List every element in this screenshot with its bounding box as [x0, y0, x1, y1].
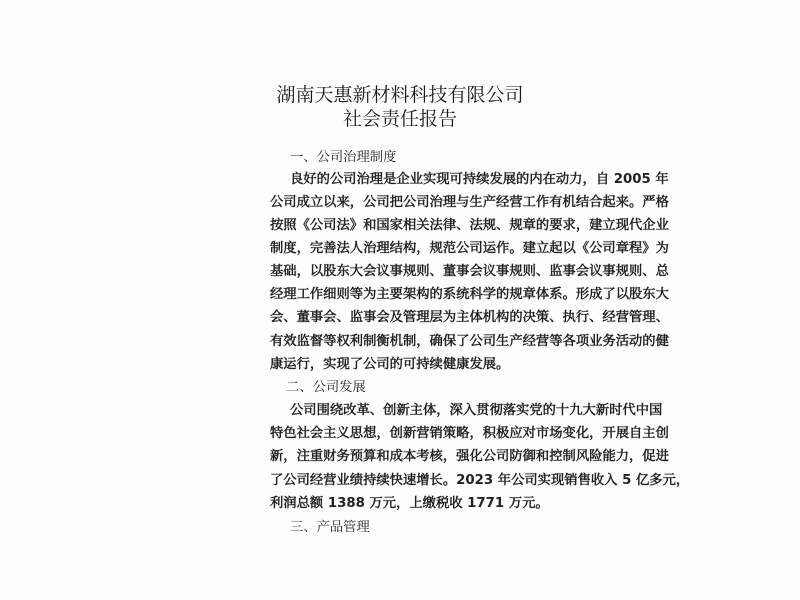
paragraph-line: 新，注重财务预算和成本考核，强化公司防御和控制风险能力，促进 — [270, 449, 669, 464]
paragraph-line: 公司围绕改革、创新主体，深入贯彻落实党的十九大新时代中国 — [290, 403, 663, 418]
paragraph-line: 利润总额 1388 万元，上缴税收 1771 万元。 — [270, 496, 549, 511]
report-title: 社会责任报告 — [342, 108, 457, 130]
section-heading: 一、公司治理制度 — [290, 150, 397, 165]
paragraph-line: 会、董事会、监事会及管理层为主体机构的决策、执行、经营管理、 — [270, 310, 669, 325]
paragraph-line: 按照《公司法》和国家相关法律、法规、规章的要求，建立现代企业 — [270, 218, 669, 233]
paragraph-line: 经理工作细则等为主要架构的系统科学的规章体系。形成了以股东大 — [270, 287, 669, 302]
paragraph-line: 康运行，实现了公司的可持续健康发展。 — [270, 357, 510, 372]
section-heading: 三、产品管理 — [290, 520, 370, 535]
paragraph-line: 有效监督等权利制衡机制，确保了公司生产经营等各项业务活动的健 — [270, 334, 669, 349]
paragraph-line: 了公司经营业绩持续快速增长。2023 年公司实现销售收入 5 亿多元， — [270, 473, 690, 488]
paragraph-line: 特色社会主义思想，创新营销策略，积极应对市场变化，开展自主创 — [270, 426, 669, 441]
section-heading: 二、公司发展 — [286, 380, 366, 395]
paragraph-line: 制度，完善法人治理结构，规范公司运作。建立起以《公司章程》为 — [270, 241, 669, 256]
company-title: 湖南天惠新材料科技有限公司 — [276, 84, 524, 106]
paragraph-line: 公司成立以来，公司把公司治理与生产经营工作有机结合起来。严格 — [270, 195, 669, 210]
paragraph-line: 良好的公司治理是企业实现可持续发展的内在动力，自 2005 年 — [290, 172, 669, 187]
paragraph-line: 基础，以股东大会议事规则、董事会议事规则、监事会议事规则、总 — [270, 264, 669, 279]
